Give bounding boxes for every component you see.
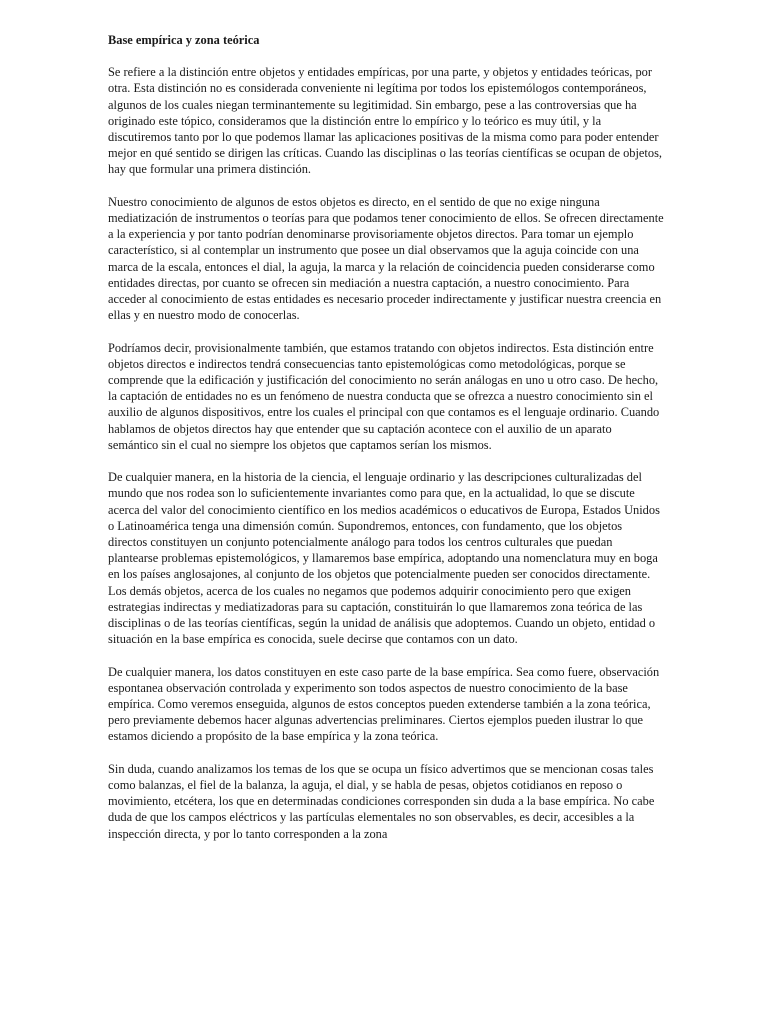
paragraph-2: Nuestro conocimiento de algunos de estos objetos es directo, en el sentido de que no exige ninguna mediatización de instrumentos o teorías para que podamos tener conocimiento de ellos. Se ofrecen directamente a la experiencia y por tanto podrían denominarse provisoriamente objetos directos. Para tomar un ejemplo característico, si al contemplar un instrumento que posee un dial observamos que la aguja coincide con una marca de la escala, entonces el dial, la aguja, la marca y la relación de coincidencia pueden considerarse como entidades directas, por cuanto se ofrecen sin mediación a nuestra captación, a nuestro conocimiento. Para acceder al conocimiento de estas entidades es necesario proceder indirectamente y justificar nuestra creencia en ellas y en nuestro modo de conocerlas. (108, 194, 664, 323)
paragraph-5: De cualquier manera, los datos constituyen en este caso parte de la base empírica. Sea como fuere, observación espontanea observación controlada y experimento son todos aspectos de nuestro conocimiento de la base empírica. Como veremos enseguida, algunos de estos conceptos pueden extenderse también a la zona teórica, pero previamente debemos hacer algunas advertencias preliminares. Ciertos ejemplos pueden ilustrar lo que estamos diciendo a propósito de la base empírica y la zona teórica. (108, 664, 660, 744)
paragraph-4: De cualquier manera, en la historia de la ciencia, el lenguaje ordinario y las descripciones culturalizadas del mundo que nos rodea son lo suficientemente invariantes como para que, en la actualidad, lo que se discute acerca del valor del conocimiento científico en los medios académicos o educativos de Europa, Estados Unidos o Latinoamérica tenga una dimensión común. Supondremos, entonces, con fundamento, que los objetos directos constituyen un conjunto potencialmente análogo para todos los centros culturales que puedan plantearse problemas epistemológicos, y llamaremos base empírica, adoptando una nomenclatura muy en boga en los países anglosajones, al conjunto de los objetos que potencialmente pueden ser conocidos directamente. Los demás objetos, acerca de los cuales no negamos que podemos adquirir conocimiento pero que exigen estrategias indirectas y mediatizadoras para su captación, constituirán lo que llamaremos zona teórica de las disciplinas o de las teorías científicas, según la unidad de análisis que adoptemos. Cuando un objeto, entidad o situación en la base empírica es conocida, suele decirse que contamos con un dato. (108, 470, 660, 647)
document-title: Base empírica y zona teórica (108, 33, 260, 47)
document-page (108, 32, 664, 858)
paragraph-1: Se refiere a la distinción entre objetos y entidades empíricas, por una parte, y objetos y entidades teóricas, por otra. Esta distinción no es considerada conveniente ni legítima por todos los epistemólogos contemporáneos, algunos de los cuales niegan terminantemente su legitimidad. Sin embargo, pese a las controversias que ha originado este tópico, consideramos que la distinción entre lo empírico y lo teórico es muy útil, y la discutiremos tanto por lo que podemos llamar las aplicaciones positivas de la misma como para poder entender mejor en qué sentido se dirigen las críticas. Cuando las disciplinas o las teorías científicas se ocupan de objetos, hay que formular una primera distinción. (108, 65, 662, 177)
paragraph-3: Podríamos decir, provisionalmente también, que estamos tratando con objetos indirectos. Esta distinción entre objetos directos e indirectos tendrá consecuencias tanto epistemológicas como metodológicas, porque se comprende que la edificación y justificación del conocimiento no serán análogas en uno u otro caso. De hecho, la captación de entidades no es un fenómeno de nuestra conducta que se ofrezca a nuestro conocimiento sin el auxilio de algunos dispositivos, entre los cuales el principal con que contamos es el lenguaje ordinario. Cuando hablamos de objetos directos hay que entender que su captación acontece con el auxilio de un aparato semántico sin el cual no siempre los objetos que captamos serían los mismos. (108, 340, 660, 452)
paragraph-6: Sin duda, cuando analizamos los temas de los que se ocupa un físico advertimos que se mencionan cosas tales como balanzas, el fiel de la balanza, la aguja, el dial, y se habla de pesas, objetos cotidianos en reposo o movimiento, etcétera, los que en determinadas condiciones corresponden sin duda a la base empírica. No cabe duda de que los campos eléctricos y las partículas elementales no son observables, es decir, accesibles a la inspección directa, y por lo tanto corresponden a la zona (108, 761, 655, 841)
